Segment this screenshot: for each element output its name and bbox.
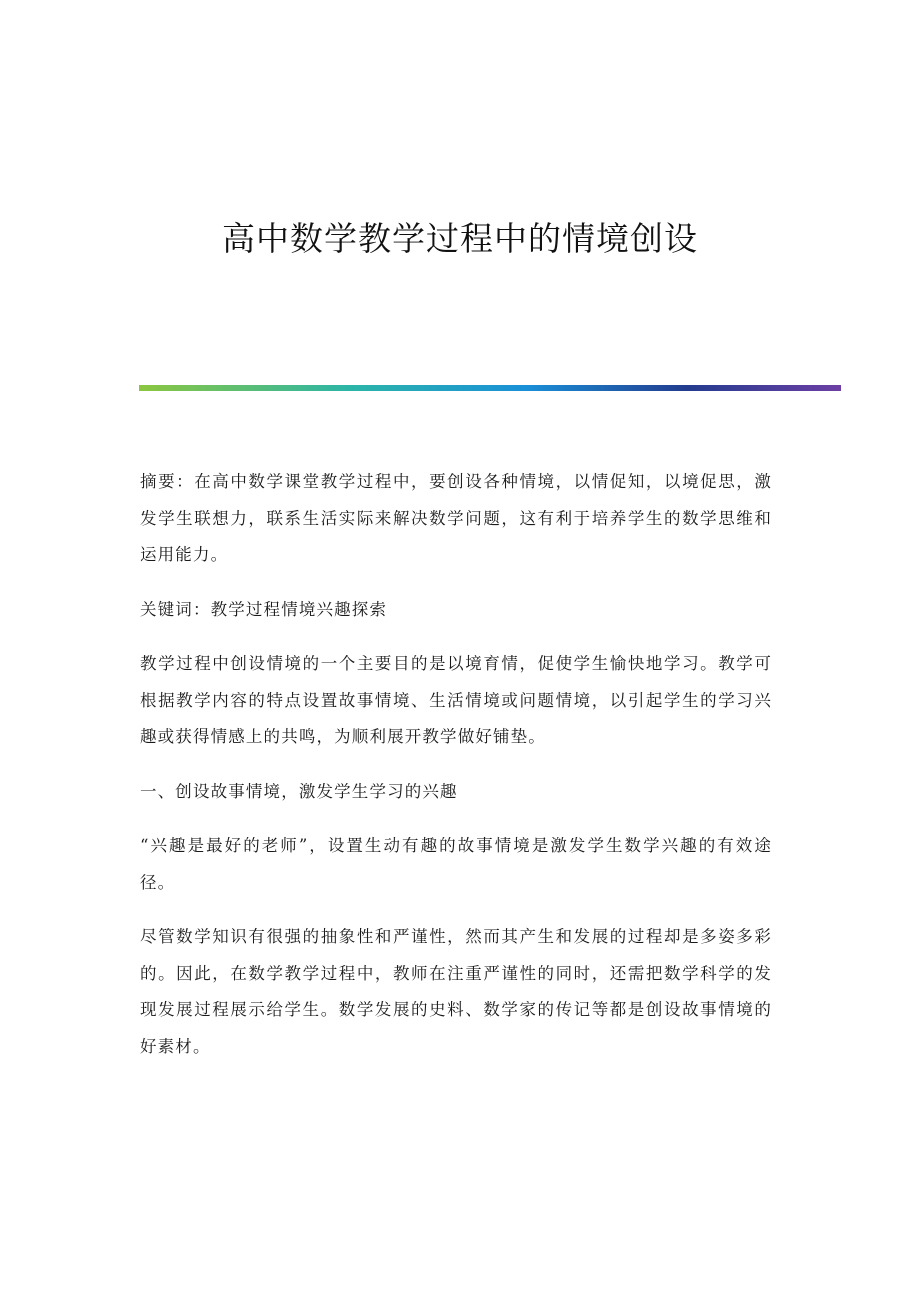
body-paragraph: “兴趣是最好的老师”，设置生动有趣的故事情境是激发学生数学兴趣的有效途径。 [140,836,772,892]
section-heading-1: 一、创设故事情境，激发学生学习的兴趣 [140,781,458,801]
abstract-paragraph: 摘要：在高中数学课堂教学过程中，要创设各种情境，以情促知，以境促思，激发学生联想力，联系生活实际来解决数学问题，这有利于培养学生的数学思维和运用能力。 [140,472,772,564]
title-divider-bar [139,385,841,391]
intro-paragraph: 教学过程中创设情境的一个主要目的是以境育情，促使学生愉快地学习。教学可根据教学内容的特点设置故事情境、生活情境或问题情境，以引起学生的学习兴趣或获得情感上的共鸣，为顺利展开教学做好铺垫。 [140,654,772,746]
document-body [140,464,772,1083]
document-title: 高中数学教学过程中的情境创设 [222,219,698,258]
keywords-paragraph: 关键词：教学过程情境兴趣探索 [140,599,388,619]
body-paragraph: 尽管数学知识有很强的抽象性和严谨性，然而其产生和发展的过程却是多姿多彩的。因此，在数学教学过程中，教师在注重严谨性的同时，还需把数学科学的发现发展过程展示给学生。数学发展的史料、数学家的传记等都是创设故事情境的好素材。 [140,927,772,1056]
